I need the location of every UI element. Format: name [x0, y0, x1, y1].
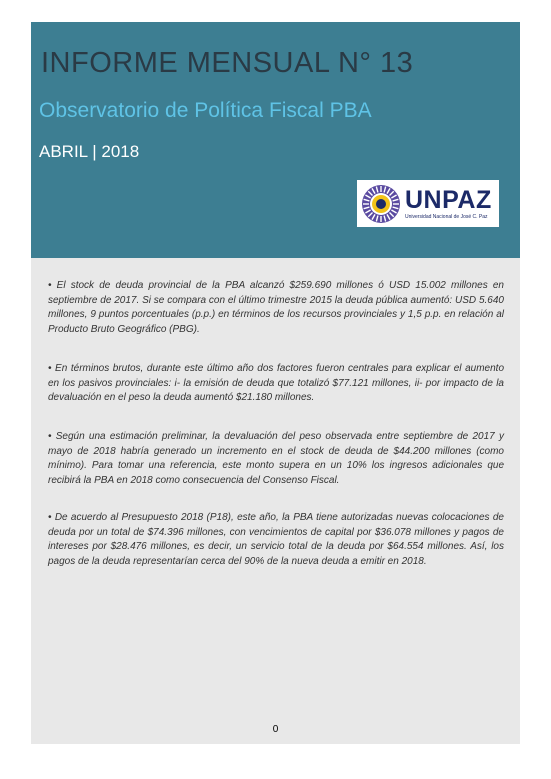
unpaz-wordmark: UNPAZ — [405, 185, 492, 214]
summary-bullet-2: • En términos brutos, durante este último año dos factores fueron centrales para explicar el aumento en los pasivos provinciales: i- la emisión de deuda que totalizó $77.121 millones, ii- por impacto de la devaluación en el peso la deuda aumentó $21.180 millones. — [48, 363, 504, 403]
unpaz-tagline: Universidad Nacional de José C. Paz — [405, 213, 488, 220]
report-date: ABRIL | 2018 — [39, 142, 140, 161]
report-summary — [31, 258, 520, 744]
report-title: INFORME MENSUAL N° 13 — [41, 47, 414, 79]
unpaz-logo-text — [405, 185, 492, 220]
summary-bullet-1: • El stock de deuda provincial de la PBA alcanzó $259.690 millones ó USD 15.002 millones en septiembre de 2017. Si se compara con el último trimestre 2015 la deuda pública aumentó: USD 5.640 millones, 9 puntos porcentuales (p.p.) en términos de los recursos provinciales y 1,5 p.p. en relación al Producto Bruto Geográfico (PBG). — [48, 280, 504, 335]
report-subtitle: Observatorio de Política Fiscal PBA — [39, 99, 372, 122]
report-header — [31, 22, 520, 258]
unpaz-seal-icon — [360, 183, 402, 225]
summary-bullet-3: • Según una estimación preliminar, la devaluación del peso observada entre septiembre de 2017 y mayo de 2018 habría generado un incremento en el stock de deuda de $44.200 millones (como mínimo). Para tomar una referencia, este monto supera en un 10% los ingresos adicionales que recibirá la PBA en 2018 como consecuencia del Consenso Fiscal. — [48, 431, 504, 486]
summary-bullet-4: • De acuerdo al Presupuesto 2018 (P18), este año, la PBA tiene autorizadas nuevas colocaciones de deuda por un total de $74.396 millones, con vencimientos de capital por $36.078 millones y pagos de intereses por $28.476 millones, es decir, un servicio total de la deuda por $64.554 millones. Así, los pagos de la deuda representarían cerca del 90% de la nueva deuda a emitir en 2018. — [48, 512, 504, 567]
unpaz-logo — [357, 180, 499, 227]
page-number: 0 — [272, 724, 279, 735]
